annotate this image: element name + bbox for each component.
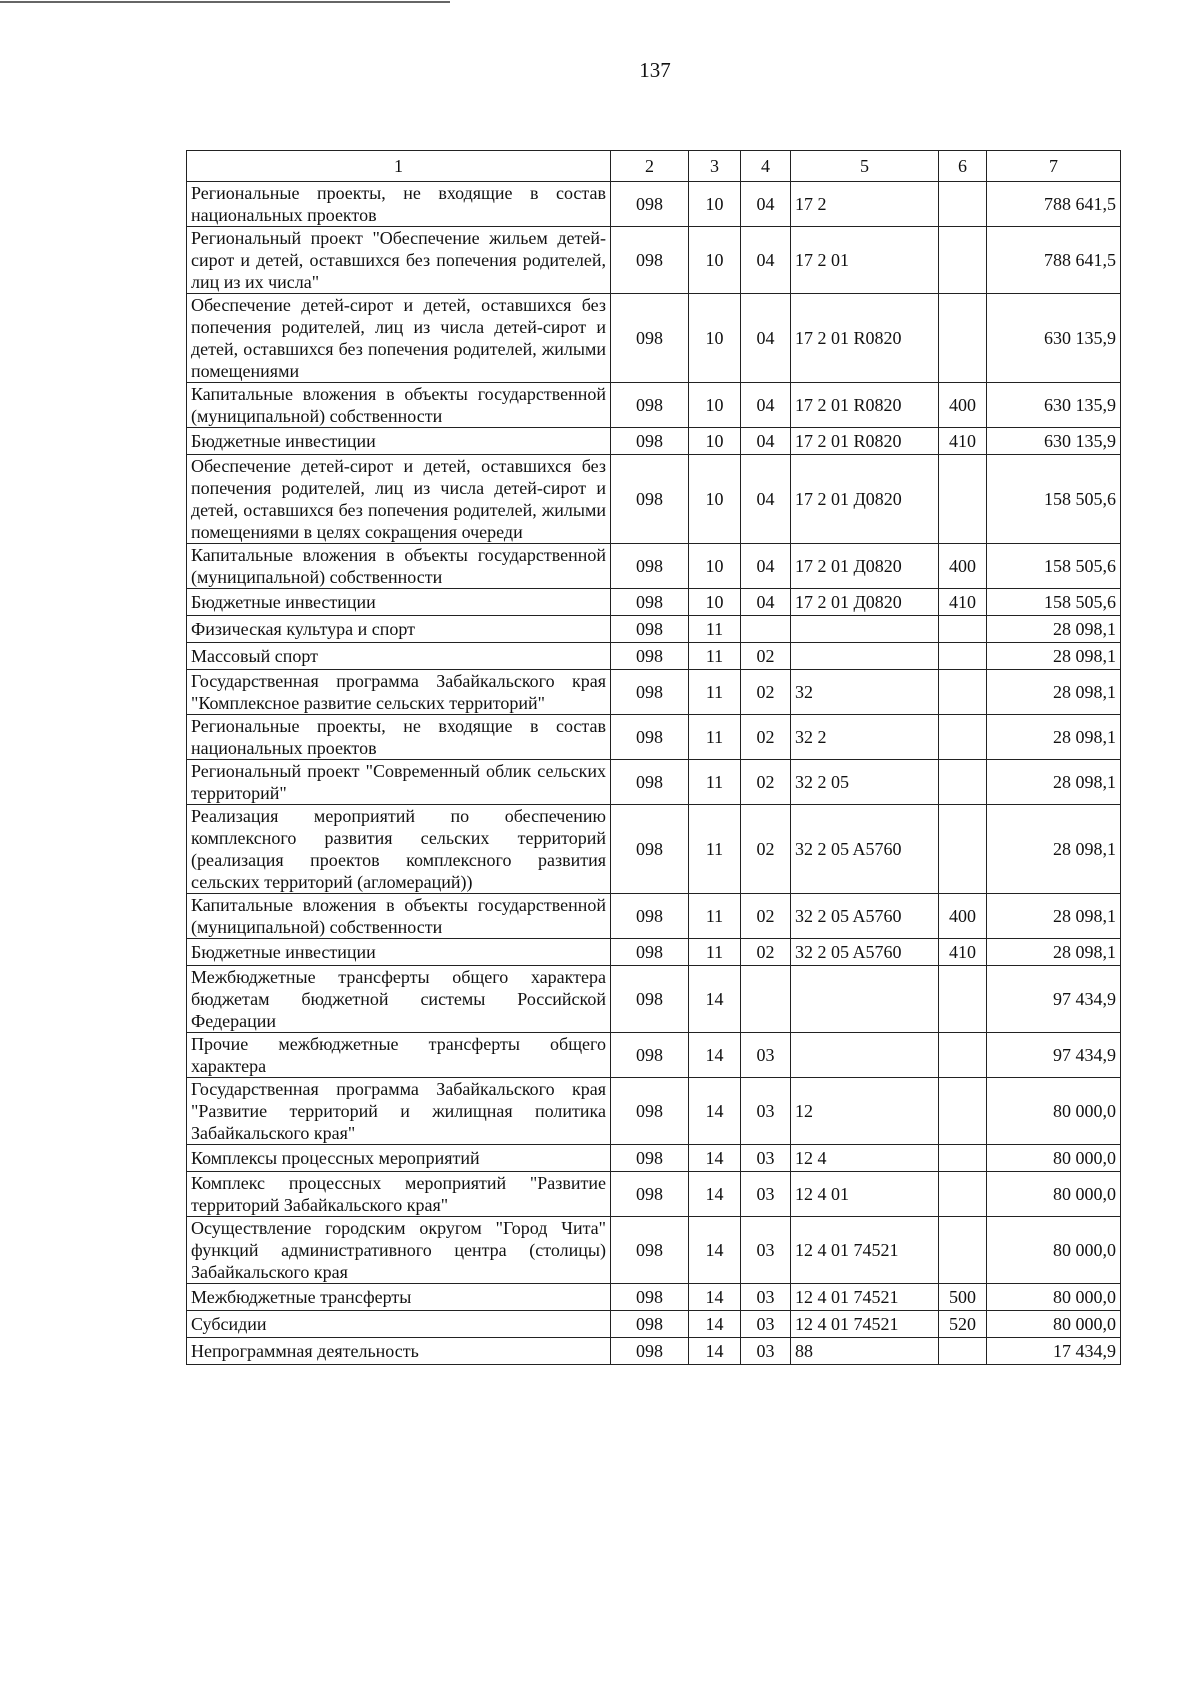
- target-article-cell: 17 2 01 Д0820: [791, 455, 939, 544]
- expense-type-cell: [939, 1078, 987, 1145]
- grbs-code-cell: 098: [611, 966, 689, 1033]
- section-code-cell: 14: [689, 1284, 741, 1311]
- grbs-code-cell: 098: [611, 1338, 689, 1365]
- grbs-code-cell: 098: [611, 294, 689, 383]
- grbs-code-cell: 098: [611, 182, 689, 227]
- amount-cell: 80 000,0: [987, 1311, 1121, 1338]
- row-name-cell: Региональный проект "Обеспечение жильем детей-сирот и детей, оставшихся без попечения родителей, лиц из их числа": [187, 227, 611, 294]
- row-name-cell: Комплексы процессных мероприятий: [187, 1145, 611, 1172]
- expense-type-cell: 500: [939, 1284, 987, 1311]
- subsection-code-cell: 04: [741, 544, 791, 589]
- budget-table: [186, 150, 1121, 1365]
- grbs-code-cell: 098: [611, 227, 689, 294]
- subsection-code-cell: 03: [741, 1145, 791, 1172]
- column-header: 7: [987, 151, 1121, 182]
- amount-cell: 788 641,5: [987, 182, 1121, 227]
- section-code-cell: 11: [689, 643, 741, 670]
- row-name-cell: Межбюджетные трансферты общего характера бюджетам бюджетной системы Российской Федерации: [187, 966, 611, 1033]
- section-code-cell: 14: [689, 1311, 741, 1338]
- row-name-cell: Капитальные вложения в объекты государственной (муниципальной) собственности: [187, 544, 611, 589]
- table-row: [187, 1078, 1121, 1145]
- target-article-cell: [791, 1033, 939, 1078]
- row-name-cell: Физическая культура и спорт: [187, 616, 611, 643]
- amount-cell: 80 000,0: [987, 1145, 1121, 1172]
- target-article-cell: [791, 643, 939, 670]
- amount-cell: 28 098,1: [987, 616, 1121, 643]
- target-article-cell: 12 4: [791, 1145, 939, 1172]
- expense-type-cell: [939, 1338, 987, 1365]
- grbs-code-cell: 098: [611, 1145, 689, 1172]
- section-code-cell: 10: [689, 544, 741, 589]
- subsection-code-cell: 03: [741, 1172, 791, 1217]
- table-row: [187, 894, 1121, 939]
- table-row: [187, 1172, 1121, 1217]
- subsection-code-cell: 03: [741, 1217, 791, 1284]
- row-name-cell: Межбюджетные трансферты: [187, 1284, 611, 1311]
- row-name-cell: Массовый спорт: [187, 643, 611, 670]
- section-code-cell: 11: [689, 616, 741, 643]
- expense-type-cell: 520: [939, 1311, 987, 1338]
- section-code-cell: 14: [689, 1033, 741, 1078]
- grbs-code-cell: 098: [611, 589, 689, 616]
- target-article-cell: 12: [791, 1078, 939, 1145]
- table-body: [187, 182, 1121, 1365]
- row-name-cell: Государственная программа Забайкальского края "Комплексное развитие сельских территорий": [187, 670, 611, 715]
- subsection-code-cell: [741, 616, 791, 643]
- table-row: [187, 182, 1121, 227]
- expense-type-cell: [939, 227, 987, 294]
- grbs-code-cell: 098: [611, 939, 689, 966]
- table-row: [187, 428, 1121, 455]
- column-header: 1: [187, 151, 611, 182]
- subsection-code-cell: 02: [741, 805, 791, 894]
- subsection-code-cell: 04: [741, 182, 791, 227]
- grbs-code-cell: 098: [611, 1217, 689, 1284]
- section-code-cell: 10: [689, 182, 741, 227]
- expense-type-cell: [939, 455, 987, 544]
- target-article-cell: 32 2 05 A5760: [791, 805, 939, 894]
- subsection-code-cell: 03: [741, 1284, 791, 1311]
- header-row: [187, 151, 1121, 182]
- expense-type-cell: 400: [939, 544, 987, 589]
- expense-type-cell: [939, 805, 987, 894]
- grbs-code-cell: 098: [611, 670, 689, 715]
- expense-type-cell: [939, 715, 987, 760]
- amount-cell: 28 098,1: [987, 715, 1121, 760]
- amount-cell: 97 434,9: [987, 966, 1121, 1033]
- expense-type-cell: [939, 294, 987, 383]
- top-rule: [0, 1, 450, 3]
- table-row: [187, 383, 1121, 428]
- column-header: 4: [741, 151, 791, 182]
- grbs-code-cell: 098: [611, 1033, 689, 1078]
- section-code-cell: 14: [689, 1078, 741, 1145]
- expense-type-cell: [939, 1172, 987, 1217]
- table-row: [187, 1311, 1121, 1338]
- section-code-cell: 14: [689, 1338, 741, 1365]
- amount-cell: 158 505,6: [987, 544, 1121, 589]
- row-name-cell: Непрограммная деятельность: [187, 1338, 611, 1365]
- subsection-code-cell: 03: [741, 1338, 791, 1365]
- table-row: [187, 805, 1121, 894]
- row-name-cell: Региональные проекты, не входящие в состав национальных проектов: [187, 182, 611, 227]
- table-row: [187, 643, 1121, 670]
- grbs-code-cell: 098: [611, 455, 689, 544]
- amount-cell: 17 434,9: [987, 1338, 1121, 1365]
- subsection-code-cell: 03: [741, 1033, 791, 1078]
- amount-cell: 28 098,1: [987, 894, 1121, 939]
- subsection-code-cell: 03: [741, 1078, 791, 1145]
- subsection-code-cell: 04: [741, 383, 791, 428]
- expense-type-cell: [939, 670, 987, 715]
- grbs-code-cell: 098: [611, 643, 689, 670]
- amount-cell: 28 098,1: [987, 670, 1121, 715]
- subsection-code-cell: [741, 966, 791, 1033]
- expense-type-cell: [939, 1145, 987, 1172]
- column-header: 3: [689, 151, 741, 182]
- grbs-code-cell: 098: [611, 894, 689, 939]
- section-code-cell: 14: [689, 1172, 741, 1217]
- amount-cell: 158 505,6: [987, 589, 1121, 616]
- target-article-cell: 17 2: [791, 182, 939, 227]
- subsection-code-cell: 04: [741, 589, 791, 616]
- grbs-code-cell: 098: [611, 1078, 689, 1145]
- row-name-cell: Субсидии: [187, 1311, 611, 1338]
- expense-type-cell: 410: [939, 939, 987, 966]
- section-code-cell: 11: [689, 805, 741, 894]
- amount-cell: 158 505,6: [987, 455, 1121, 544]
- target-article-cell: 12 4 01 74521: [791, 1217, 939, 1284]
- table-row: [187, 1033, 1121, 1078]
- target-article-cell: 32: [791, 670, 939, 715]
- expense-type-cell: 400: [939, 383, 987, 428]
- subsection-code-cell: 02: [741, 894, 791, 939]
- row-name-cell: Обеспечение детей-сирот и детей, оставшихся без попечения родителей, лиц из числа детей-сирот и детей, оставшихся без попечения родителей, жилыми помещениями в целях сокращения очереди: [187, 455, 611, 544]
- row-name-cell: Бюджетные инвестиции: [187, 939, 611, 966]
- amount-cell: 630 135,9: [987, 383, 1121, 428]
- target-article-cell: 17 2 01 R0820: [791, 383, 939, 428]
- subsection-code-cell: 04: [741, 294, 791, 383]
- grbs-code-cell: 098: [611, 428, 689, 455]
- subsection-code-cell: 04: [741, 455, 791, 544]
- row-name-cell: Государственная программа Забайкальского края "Развитие территорий и жилищная политика Забайкальского края": [187, 1078, 611, 1145]
- grbs-code-cell: 098: [611, 1311, 689, 1338]
- target-article-cell: 12 4 01 74521: [791, 1284, 939, 1311]
- subsection-code-cell: 02: [741, 715, 791, 760]
- subsection-code-cell: 02: [741, 670, 791, 715]
- grbs-code-cell: 098: [611, 1284, 689, 1311]
- section-code-cell: 10: [689, 589, 741, 616]
- expense-type-cell: [939, 760, 987, 805]
- grbs-code-cell: 098: [611, 805, 689, 894]
- row-name-cell: Обеспечение детей-сирот и детей, оставшихся без попечения родителей, лиц из числа детей-сирот и детей, оставшихся без попечения родителей, жилыми помещениями: [187, 294, 611, 383]
- table-row: [187, 1145, 1121, 1172]
- expense-type-cell: [939, 1033, 987, 1078]
- section-code-cell: 10: [689, 294, 741, 383]
- target-article-cell: 88: [791, 1338, 939, 1365]
- table-row: [187, 227, 1121, 294]
- expense-type-cell: [939, 643, 987, 670]
- amount-cell: 80 000,0: [987, 1172, 1121, 1217]
- grbs-code-cell: 098: [611, 1172, 689, 1217]
- table-row: [187, 1338, 1121, 1365]
- target-article-cell: 32 2 05 A5760: [791, 939, 939, 966]
- table-row: [187, 1284, 1121, 1311]
- table-row: [187, 966, 1121, 1033]
- expense-type-cell: 410: [939, 428, 987, 455]
- amount-cell: 80 000,0: [987, 1217, 1121, 1284]
- amount-cell: 80 000,0: [987, 1284, 1121, 1311]
- target-article-cell: 32 2: [791, 715, 939, 760]
- row-name-cell: Капитальные вложения в объекты государственной (муниципальной) собственности: [187, 383, 611, 428]
- table-row: [187, 715, 1121, 760]
- target-article-cell: 12 4 01: [791, 1172, 939, 1217]
- section-code-cell: 11: [689, 760, 741, 805]
- expense-type-cell: 410: [939, 589, 987, 616]
- target-article-cell: [791, 616, 939, 643]
- table-row: [187, 760, 1121, 805]
- target-article-cell: 32 2 05 A5760: [791, 894, 939, 939]
- amount-cell: 630 135,9: [987, 294, 1121, 383]
- grbs-code-cell: 098: [611, 383, 689, 428]
- target-article-cell: 17 2 01 R0820: [791, 428, 939, 455]
- subsection-code-cell: 02: [741, 939, 791, 966]
- target-article-cell: 17 2 01: [791, 227, 939, 294]
- amount-cell: 80 000,0: [987, 1078, 1121, 1145]
- section-code-cell: 10: [689, 383, 741, 428]
- row-name-cell: Региональные проекты, не входящие в состав национальных проектов: [187, 715, 611, 760]
- target-article-cell: 12 4 01 74521: [791, 1311, 939, 1338]
- row-name-cell: Региональный проект "Современный облик сельских территорий": [187, 760, 611, 805]
- expense-type-cell: [939, 1217, 987, 1284]
- column-header: 2: [611, 151, 689, 182]
- subsection-code-cell: 03: [741, 1311, 791, 1338]
- target-article-cell: 32 2 05: [791, 760, 939, 805]
- amount-cell: 28 098,1: [987, 760, 1121, 805]
- row-name-cell: Осуществление городским округом "Город Чита" функций административного центра (столицы) Забайкальского края: [187, 1217, 611, 1284]
- target-article-cell: 17 2 01 Д0820: [791, 589, 939, 616]
- subsection-code-cell: 02: [741, 643, 791, 670]
- amount-cell: 28 098,1: [987, 643, 1121, 670]
- table-row: [187, 616, 1121, 643]
- table-row: [187, 589, 1121, 616]
- subsection-code-cell: 02: [741, 760, 791, 805]
- target-article-cell: 17 2 01 R0820: [791, 294, 939, 383]
- section-code-cell: 10: [689, 455, 741, 544]
- page-number: 137: [639, 58, 671, 82]
- section-code-cell: 11: [689, 939, 741, 966]
- expense-type-cell: [939, 182, 987, 227]
- row-name-cell: Капитальные вложения в объекты государственной (муниципальной) собственности: [187, 894, 611, 939]
- grbs-code-cell: 098: [611, 616, 689, 643]
- row-name-cell: Бюджетные инвестиции: [187, 428, 611, 455]
- table-row: [187, 1217, 1121, 1284]
- grbs-code-cell: 098: [611, 544, 689, 589]
- table-row: [187, 670, 1121, 715]
- section-code-cell: 10: [689, 227, 741, 294]
- section-code-cell: 11: [689, 670, 741, 715]
- section-code-cell: 14: [689, 1145, 741, 1172]
- section-code-cell: 11: [689, 894, 741, 939]
- section-code-cell: 14: [689, 1217, 741, 1284]
- target-article-cell: 17 2 01 Д0820: [791, 544, 939, 589]
- expense-type-cell: [939, 616, 987, 643]
- table-row: [187, 294, 1121, 383]
- subsection-code-cell: 04: [741, 227, 791, 294]
- table-row: [187, 455, 1121, 544]
- amount-cell: 28 098,1: [987, 939, 1121, 966]
- expense-type-cell: [939, 966, 987, 1033]
- amount-cell: 630 135,9: [987, 428, 1121, 455]
- section-code-cell: 14: [689, 966, 741, 1033]
- amount-cell: 97 434,9: [987, 1033, 1121, 1078]
- amount-cell: 788 641,5: [987, 227, 1121, 294]
- row-name-cell: Реализация мероприятий по обеспечению комплексного развития сельских территорий (реализация проектов комплексного развития сельских территорий (агломераций)): [187, 805, 611, 894]
- table-row: [187, 544, 1121, 589]
- section-code-cell: 10: [689, 428, 741, 455]
- section-code-cell: 11: [689, 715, 741, 760]
- row-name-cell: Бюджетные инвестиции: [187, 589, 611, 616]
- grbs-code-cell: 098: [611, 715, 689, 760]
- expense-type-cell: 400: [939, 894, 987, 939]
- subsection-code-cell: 04: [741, 428, 791, 455]
- row-name-cell: Комплекс процессных мероприятий "Развитие территорий Забайкальского края": [187, 1172, 611, 1217]
- grbs-code-cell: 098: [611, 760, 689, 805]
- target-article-cell: [791, 966, 939, 1033]
- amount-cell: 28 098,1: [987, 805, 1121, 894]
- column-header: 5: [791, 151, 939, 182]
- table-row: [187, 939, 1121, 966]
- row-name-cell: Прочие межбюджетные трансферты общего характера: [187, 1033, 611, 1078]
- column-header: 6: [939, 151, 987, 182]
